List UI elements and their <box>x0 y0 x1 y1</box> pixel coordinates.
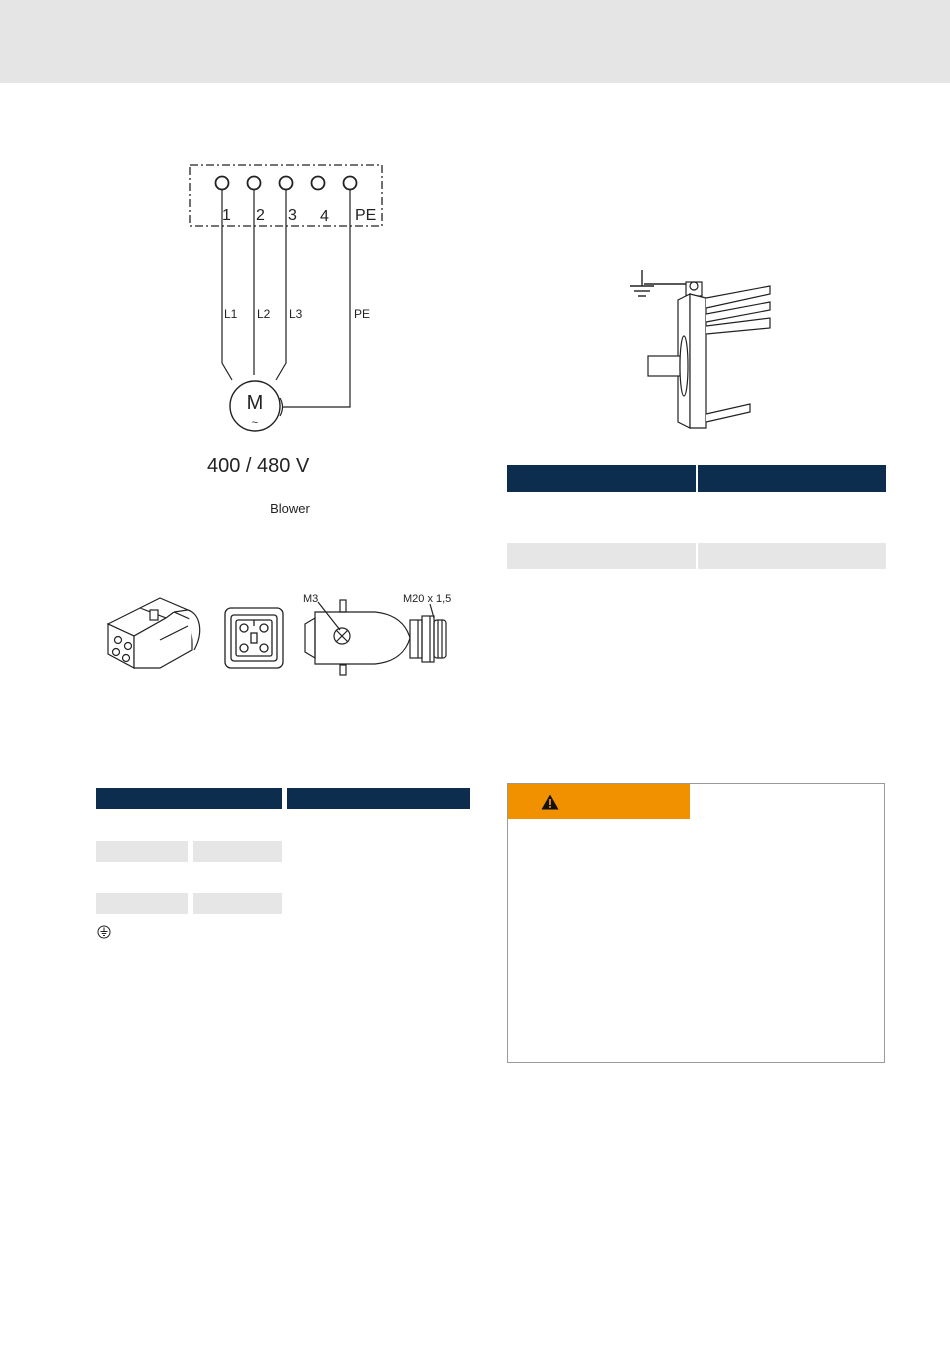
motor-ac-symbol: ~ <box>251 417 259 429</box>
voltage-label: 400 / 480 V <box>207 455 310 475</box>
wire-label-l1: L1 <box>224 307 238 321</box>
left-table-row-cell <box>193 893 282 914</box>
terminal-label-3: 3 <box>288 207 297 224</box>
left-table-row-cell <box>96 841 188 862</box>
terminal-pe-circle <box>344 177 357 190</box>
connector-side-view-drawing <box>305 600 446 675</box>
terminal-2-circle <box>248 177 261 190</box>
wire-label-pe: PE <box>354 307 371 321</box>
blower-caption: Blower <box>270 501 310 516</box>
screw-size-label: M3 <box>303 593 319 605</box>
page-header-band <box>0 0 950 83</box>
warning-triangle-icon <box>541 794 559 810</box>
right-table-header-cell-1 <box>507 465 696 492</box>
warning-header <box>508 784 690 819</box>
connector-plug-iso-drawing <box>108 598 200 668</box>
wire-label-l2: L2 <box>257 307 271 321</box>
right-table-row-cell <box>698 543 886 569</box>
terminal-label-1: 1 <box>222 207 231 224</box>
protective-earth-icon <box>97 925 111 939</box>
wire-label-l3: L3 <box>289 307 303 321</box>
right-table-header-cell-2 <box>698 465 886 492</box>
right-table-row-cell <box>507 543 696 569</box>
terminal-label-4: 4 <box>320 208 329 225</box>
motor-symbol: M <box>246 392 264 414</box>
warning-box <box>507 783 885 1063</box>
left-table-row-cell <box>193 841 282 862</box>
ground-symbol-icon <box>630 270 686 296</box>
connector-front-view-drawing <box>225 608 283 668</box>
gland-size-label: M20 x 1,5 <box>403 593 452 605</box>
left-table-header-cell-2 <box>287 788 470 809</box>
terminal-label-2: 2 <box>256 207 265 224</box>
terminal-3-circle <box>280 177 293 190</box>
terminal-label-pe: PE <box>355 207 377 224</box>
terminal-1-circle <box>216 177 229 190</box>
left-table-header-cell-1 <box>96 788 282 809</box>
connector-drawings <box>100 588 480 680</box>
blower-wiring-diagram <box>180 155 400 475</box>
terminal-4-circle <box>312 177 325 190</box>
left-table-row-cell <box>96 893 188 914</box>
motor-grounding-drawing <box>620 268 780 436</box>
